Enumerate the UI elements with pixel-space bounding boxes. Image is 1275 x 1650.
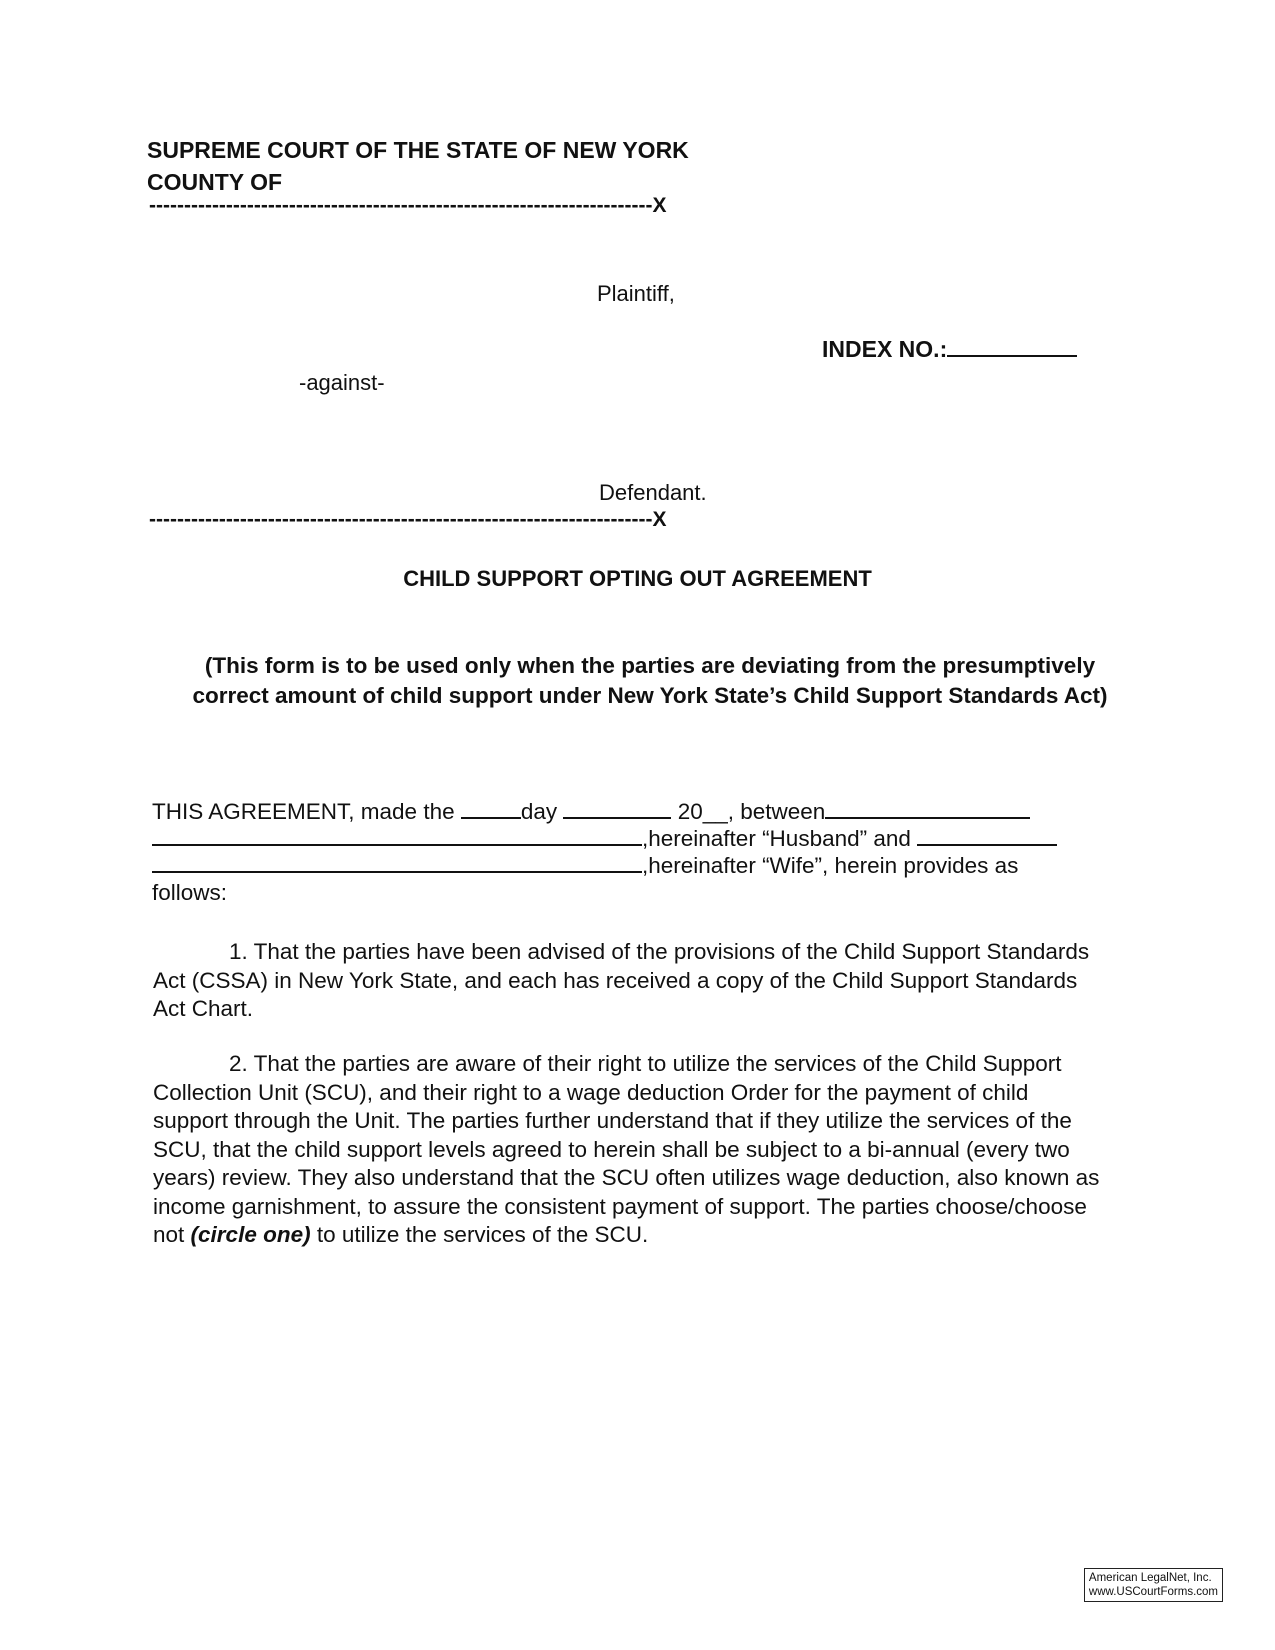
caption-separator-bottom: ------------------------------------------------------------------------X	[149, 508, 667, 531]
agreement-row-4	[152, 879, 1112, 906]
paragraph-1	[153, 938, 1103, 1024]
agreement-row-2	[152, 825, 1112, 852]
wife-name-blank-1[interactable]	[917, 843, 1057, 846]
day-blank[interactable]	[461, 816, 521, 819]
paragraph-2	[153, 1050, 1103, 1250]
publisher-footer	[1084, 1568, 1223, 1602]
index-blank[interactable]	[947, 354, 1077, 357]
court-heading	[147, 134, 689, 198]
publisher-name: American LegalNet, Inc.	[1088, 1572, 1212, 1584]
paragraph-1-text: 1. That the parties have been advised of the provisions of the Child Support Standards Act (CSSA) in New York State, and each has received a copy of the Child Support Standards Act Chart.	[153, 939, 1090, 1021]
usage-note: (This form is to be used only when the parties are deviating from the presumptively correct amount of child support under New York State’s Child Support Standards Act)	[192, 653, 1108, 708]
circle-one-emphasis: (circle one)	[190, 1222, 311, 1247]
wife-name-blank-2[interactable]	[152, 870, 642, 873]
paragraph-2-end: to utilize the services of the SCU.	[316, 1222, 649, 1247]
made-the-text: THIS AGREEMENT, made the	[152, 799, 455, 824]
court-name: SUPREME COURT OF THE STATE OF NEW YORK	[147, 137, 689, 163]
husband-text: ,hereinafter “Husband” and	[642, 826, 911, 851]
husband-name-blank-1[interactable]	[825, 816, 1030, 819]
agreement-row-1	[152, 798, 1112, 825]
follows-text: follows:	[152, 880, 228, 905]
document-title: CHILD SUPPORT OPTING OUT AGREEMENT	[403, 566, 872, 591]
index-number-field[interactable]	[822, 336, 1077, 363]
month-blank[interactable]	[563, 816, 671, 819]
caption-separator-top: ------------------------------------------------------------------------X	[149, 194, 667, 217]
publisher-url: www.USCourtForms.com	[1088, 1586, 1218, 1598]
index-label: INDEX NO.:	[822, 336, 948, 362]
plaintiff-label: Plaintiff,	[597, 281, 675, 306]
wife-text: ,hereinafter “Wife”, herein provides as	[642, 853, 1019, 878]
paragraph-2-text: 2. That the parties are aware of their right to utilize the services of the Child Support Collection Unit (SCU), and their right to a wage deduction Order for the payment of child support through the Unit. The parties further understand that if they utilize the services of the SCU, that the child support levels agreed to herein shall be subject to a bi-annual (every two years) review. They also understand that the SCU often utilizes wage deduction, also known as income garnishment, to assure the consistent payment of support. The parties choose/choose not	[153, 1051, 1100, 1247]
defendant-label: Defendant.	[599, 480, 707, 505]
agreement-intro	[152, 798, 1112, 906]
county-label: COUNTY OF	[147, 169, 283, 195]
agreement-row-3	[152, 852, 1112, 879]
husband-name-blank-2[interactable]	[152, 843, 642, 846]
day-text: day	[520, 799, 558, 824]
year-text: 20__, between	[677, 799, 826, 824]
against-label: -against-	[299, 370, 385, 395]
